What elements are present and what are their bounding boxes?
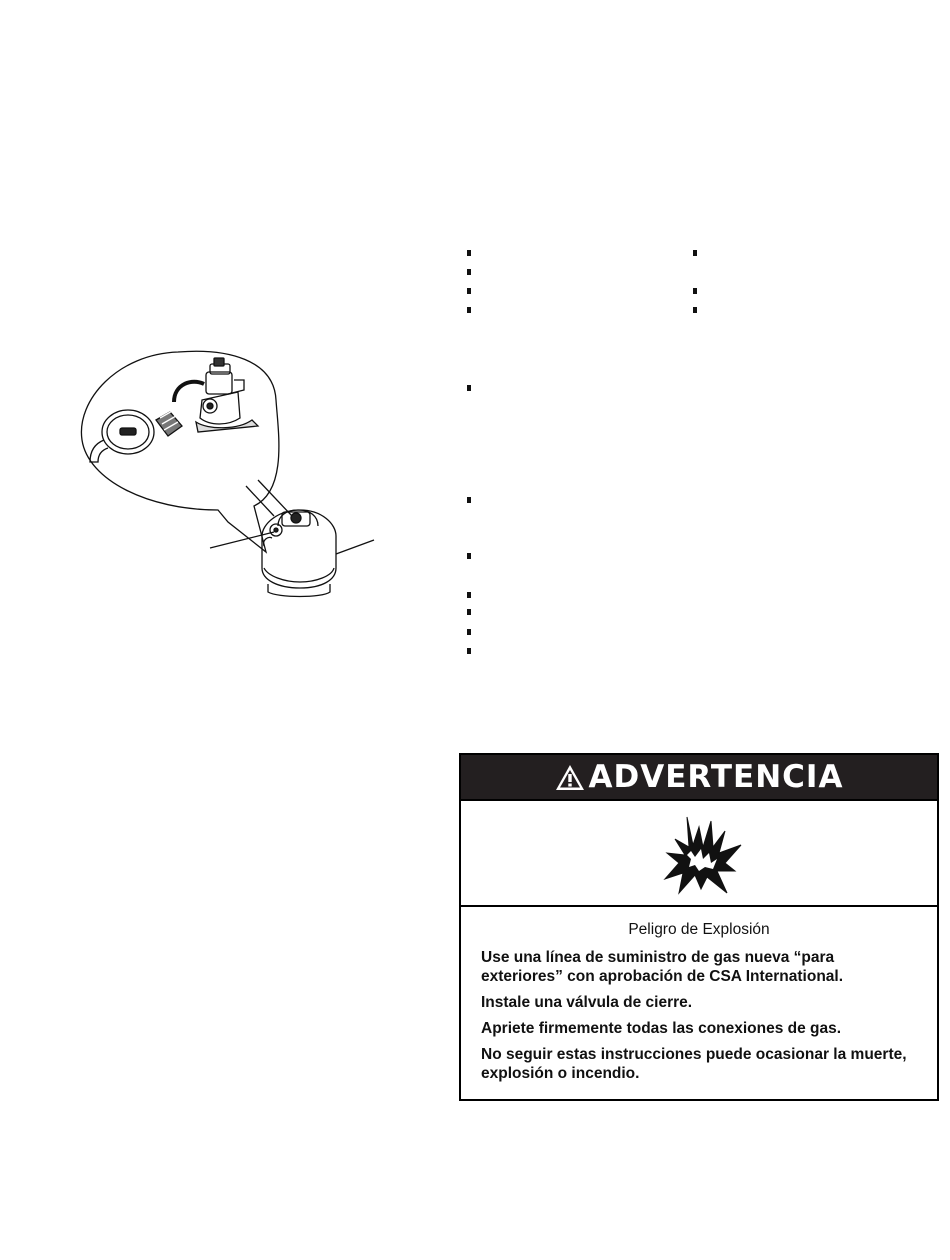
bullet-marker bbox=[467, 648, 471, 654]
bullet-marker bbox=[693, 307, 697, 313]
bullet-marker bbox=[467, 497, 471, 503]
bullet-marker bbox=[467, 629, 471, 635]
bullet-marker bbox=[467, 269, 471, 275]
bullet-marker bbox=[467, 250, 471, 256]
warning-box bbox=[459, 753, 939, 1101]
bullet-marker bbox=[467, 288, 471, 294]
bullet-marker bbox=[467, 385, 471, 391]
bullet-marker bbox=[467, 553, 471, 559]
warning-title: ADVERTENCIA bbox=[588, 759, 844, 795]
warning-instruction: Instale una válvula de cierre. bbox=[481, 994, 693, 1011]
hazard-icon-panel bbox=[461, 799, 937, 907]
bullet-marker bbox=[467, 307, 471, 313]
warning-instruction: Apriete firmemente todas las conexiones de gas. bbox=[481, 1020, 842, 1037]
propane-tank-illustration bbox=[78, 340, 388, 600]
leader-line-right bbox=[336, 540, 374, 554]
bullet-marker bbox=[467, 609, 471, 615]
bullet-marker bbox=[467, 592, 471, 598]
warning-text bbox=[461, 907, 937, 1090]
warning-header bbox=[461, 755, 937, 799]
warning-consequence: No seguir estas instrucciones puede ocasionar la muerte, explosión o incendio. bbox=[481, 1046, 907, 1082]
bullet-marker bbox=[693, 288, 697, 294]
warning-subtitle: Peligro de Explosión bbox=[628, 921, 770, 938]
explosion-icon bbox=[661, 813, 745, 897]
warning-instruction: Use una línea de suministro de gas nueva “para exteriores” con aprobación de CSA International. bbox=[481, 949, 844, 985]
bullet-marker bbox=[693, 250, 697, 256]
detail-bubble-outline bbox=[81, 351, 278, 552]
warning-triangle-icon bbox=[555, 764, 585, 791]
